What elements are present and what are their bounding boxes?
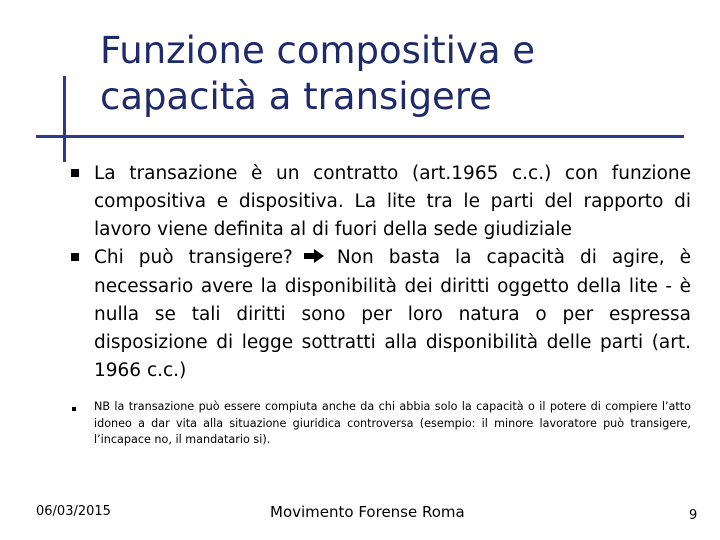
bullet-item	[71, 160, 691, 244]
right-arrow-icon	[303, 245, 325, 273]
square-bullet-icon	[71, 169, 79, 177]
square-bullet-icon	[71, 253, 79, 261]
bullet-text: La transazione è un contratto (art.1965 c.c.) con funzione compositiva e dispositiva. La lite tra le parti del rapporto di lavoro viene definita al di fuori della sede giudiziale	[94, 163, 691, 240]
bullet-note-text: NB la transazione può essere compiuta anche da chi abbia solo la capacità o il potere di compiere l’atto idoneo a dar vita alla situazione giuridica controversa (esempio: il minore lavoratore può transigere, l’incapace no, il mandatario si).	[94, 400, 691, 446]
title-horizontal-accent-line	[36, 135, 684, 138]
bullet-list	[71, 160, 691, 449]
bullet-item-note	[71, 399, 691, 449]
bullet-item	[71, 244, 691, 385]
bullet-question: Chi può transigere?	[94, 247, 293, 268]
bullet-text	[94, 244, 691, 385]
bullet-answer: Non basta la capacità di agire, è necessario avere la disponibilità dei diritti oggetto della lite - è nulla se tali diritti sono per loro natura o per espressa disposizione di legge sottratti alla disponibilità delle parti (art. 1966 c.c.)	[94, 247, 692, 381]
title-vertical-accent-line	[63, 76, 66, 162]
footer-date: 06/03/2015	[36, 504, 111, 519]
footer-organization: Movimento Forense Roma	[270, 503, 465, 521]
slide-title-line-2: capacità a transigere	[100, 75, 492, 118]
slide-title-line-1: Funzione compositiva e	[100, 29, 536, 72]
square-bullet-icon	[72, 407, 76, 411]
slide-title	[100, 28, 700, 120]
slide-number: 9	[689, 508, 698, 523]
